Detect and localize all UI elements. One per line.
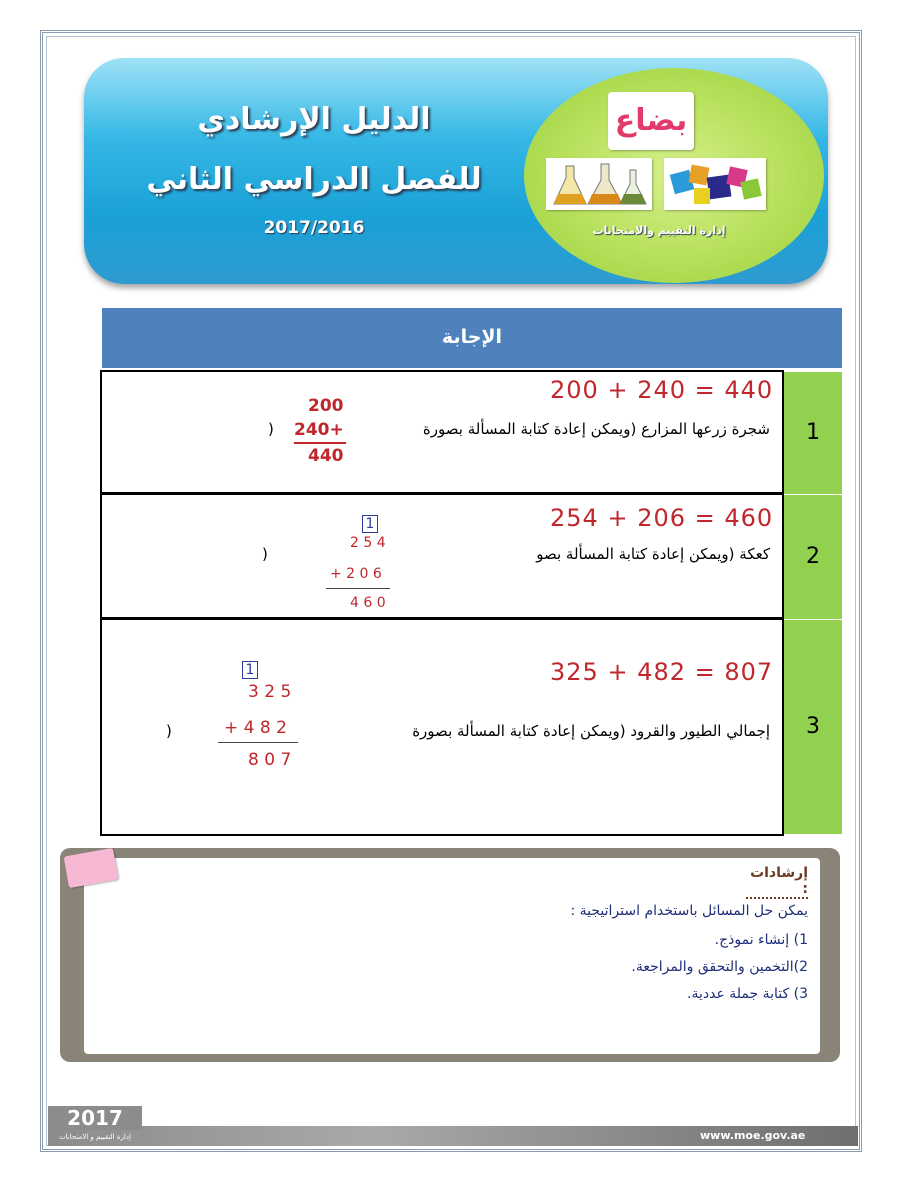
vertical-middle: + 4 8 2 — [224, 718, 287, 738]
vertical-result: 8 0 7 — [248, 750, 292, 770]
vertical-middle: 240+ — [294, 420, 344, 440]
row-number: 1 — [784, 372, 842, 494]
equation: 460 = 206 + 254 — [550, 504, 774, 532]
equation: 807 = 482 + 325 — [550, 658, 774, 686]
banner-title-line1: الدليل الإرشادي — [197, 102, 431, 137]
footer-year: 2017 — [48, 1106, 142, 1130]
instruction-item: 3) كتابة جملة عددية. — [687, 986, 808, 1002]
row-number: 3 — [784, 620, 842, 834]
question-text: شجرة زرعها المزارع (ويمكن إعادة كتابة المسألة بصورة — [422, 420, 770, 438]
question-text: كعكة (ويمكن إعادة كتابة المسألة بصو — [536, 545, 770, 563]
carry-box: 1 — [242, 661, 258, 679]
vertical-middle: + 2 0 6 — [330, 566, 382, 582]
sum-line — [218, 742, 298, 743]
banner-title-line2: للفصل الدراسي الثاني — [146, 162, 482, 197]
vertical-top: 200 — [308, 396, 344, 416]
sum-line — [294, 442, 346, 444]
vertical-top: 2 5 4 — [350, 535, 386, 551]
banner-year: 2017/2016 — [263, 218, 365, 238]
math-blocks-image — [664, 158, 766, 210]
vertical-top: 3 2 5 — [248, 682, 292, 702]
footer-department: إدارة التقييم و الامتحانات — [59, 1133, 131, 1141]
sum-line — [326, 588, 390, 589]
table-header: الإجابة — [102, 308, 842, 368]
banner-department: إدارة التقييم والامتحانات — [592, 224, 726, 237]
vertical-result: 440 — [308, 446, 344, 466]
logo-text: بضاع — [614, 103, 688, 138]
ministry-logo — [608, 92, 694, 150]
row-number: 2 — [784, 495, 842, 619]
carry-box: 1 — [362, 515, 378, 533]
chemistry-flasks-image — [546, 158, 652, 210]
header-banner — [84, 58, 828, 284]
close-paren: ) — [268, 420, 274, 438]
question-text: إجمالي الطيور والقرود (ويمكن إعادة كتابة المسألة بصورة — [412, 722, 770, 740]
instructions-panel — [84, 858, 820, 1054]
instruction-item: 2)التخمين والتحقق والمراجعة. — [631, 959, 808, 975]
instructions-intro: يمكن حل المسائل باستخدام استراتيجية : — [570, 903, 808, 919]
instruction-item: 1) إنشاء نموذج. — [714, 932, 808, 948]
footer-url[interactable]: www.moe.gov.ae — [700, 1129, 806, 1142]
instructions-title: إرشادات : — [746, 865, 808, 899]
equation: 440 = 240 + 200 — [550, 376, 774, 404]
close-paren: ) — [166, 722, 172, 740]
close-paren: ) — [262, 545, 268, 563]
vertical-result: 4 6 0 — [350, 595, 386, 611]
